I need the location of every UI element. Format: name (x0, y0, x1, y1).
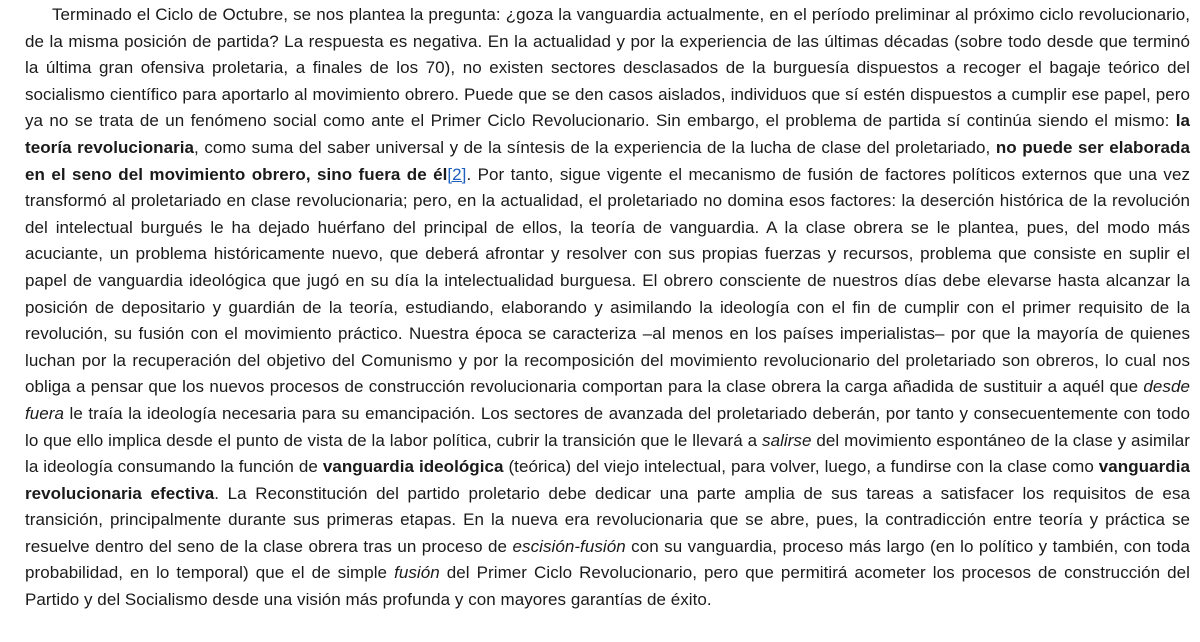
bold-phrase-teoria-revolucionaria: la teoría revolucionaria (25, 111, 1190, 157)
text-run: le traía la ideología necesaria para su emancipación. Los sectores de avanzada del proletariado deberán, por tanto y consecuentemente con todo lo que ello implica desde el punto de vista de la labor política, cubrir la transición que le llevará a (25, 403, 1190, 450)
text-run: , como suma del saber universal y de la síntesis de la experiencia de la lucha de clase del proletariado, (194, 137, 996, 157)
text-run: . Por tanto, sigue vigente el mecanismo de fusión de factores políticos externos que una vez transformó al proletariado en clase revolucionaria; pero, en la actualidad, el proletariado no domina esos factores: la deserción histórica de la revolución del intelectual burgués le ha dejado huérfano del principal de ellos, la teoría de vanguardia. A la clase obrera se le plantea, pues, del modo más acuciante, un problema históricamente nuevo, que deberá afrontar y resolver con sus propias fuerzas y recursos, problema que consiste en suplir el papel de vanguardia ideológica que jugó en su día la intelectualidad burguesa. El obrero consciente de nuestros días debe elevarse hasta alcanzar la posición de depositario y guardián de la teoría, estudiando, elaborando y asimilando la ideología con el fin de cumplir con el primer requisito de la revolución, su fusión con el movimiento práctico. Nuestra época se caracteriza –al menos en los países imperialistas– por que la mayoría de quienes luchan por la recuperación del objetivo del Comunismo y por la recomposición del movimiento revolucionario del proletariado son obreros, lo cual nos obliga a pensar que los nuevos procesos de construcción revolucionaria comportan para la clase obrera la carga añadida de sustituir a aquél que (25, 164, 1190, 397)
text-run: Terminado el Ciclo de Octubre, se nos plantea la pregunta: ¿goza la vanguardia actualmente, en el período preliminar al próximo ciclo revolucionario, de la misma posición de partida? La respuesta es negativa. En la actualidad y por la experiencia de las últimas décadas (sobre todo desde que terminó la última gran ofensiva proletaria, a finales de los 70), no existen sectores desclasados de la burguesía dispuestos a recoger el bagaje teórico del socialismo científico para aportarlo al movimiento obrero. Puede que se den casos aislados, individuos que sí estén dispuestos a cumplir ese papel, pero ya no se trata de un fenómeno social como ante el Primer Ciclo Revolucionario. Sin embargo, el problema de partida sí continúa siendo el mismo: (25, 5, 1190, 131)
italic-phrase-escision-fusion: escisión-fusión (512, 536, 626, 556)
text-run: del Primer Ciclo Revolucionario, pero que permitirá acometer los procesos de construcción del Partido y del Socialismo desde una visión más profunda y con mayores garantías de éxito. (25, 563, 1190, 610)
text-run: (teórica) del viejo intelectual, para volver, luego, a fundirse con la clase como (503, 457, 1099, 477)
body-paragraph (25, 2, 1190, 614)
italic-phrase-salirse: salirse (762, 430, 812, 450)
italic-phrase-desde-fuera: desde fuera (25, 377, 1190, 423)
text-run: del movimiento espontáneo de la clase y asimilar la ideología consumando la función de (25, 430, 1190, 477)
footnote-link[interactable]: [2] (447, 164, 467, 184)
text-run: . La Reconstitución del partido proletario debe dedicar una parte amplia de sus tareas a satisfacer los requisitos de esa transición, principalmente durante sus primeras etapas. En la nueva era revolucionaria que se abre, pues, la contradicción entre teoría y práctica se resuelve dentro del seno de la clase obrera tras un proceso de (25, 483, 1190, 556)
bold-phrase-vanguardia-revolucionaria-efectiva: vanguardia revolucionaria efectiva (25, 457, 1190, 503)
bold-phrase-vanguardia-ideologica: vanguardia ideológica (322, 457, 504, 477)
bold-phrase-fuera-de-el: no puede ser elaborada en el seno del movimiento obrero, sino fuera de él (25, 137, 1190, 184)
italic-phrase-fusion: fusión (394, 563, 440, 583)
text-run: con su vanguardia, proceso más largo (en lo político y también, con toda probabilidad, en lo temporal) que el de simple (25, 536, 1190, 583)
